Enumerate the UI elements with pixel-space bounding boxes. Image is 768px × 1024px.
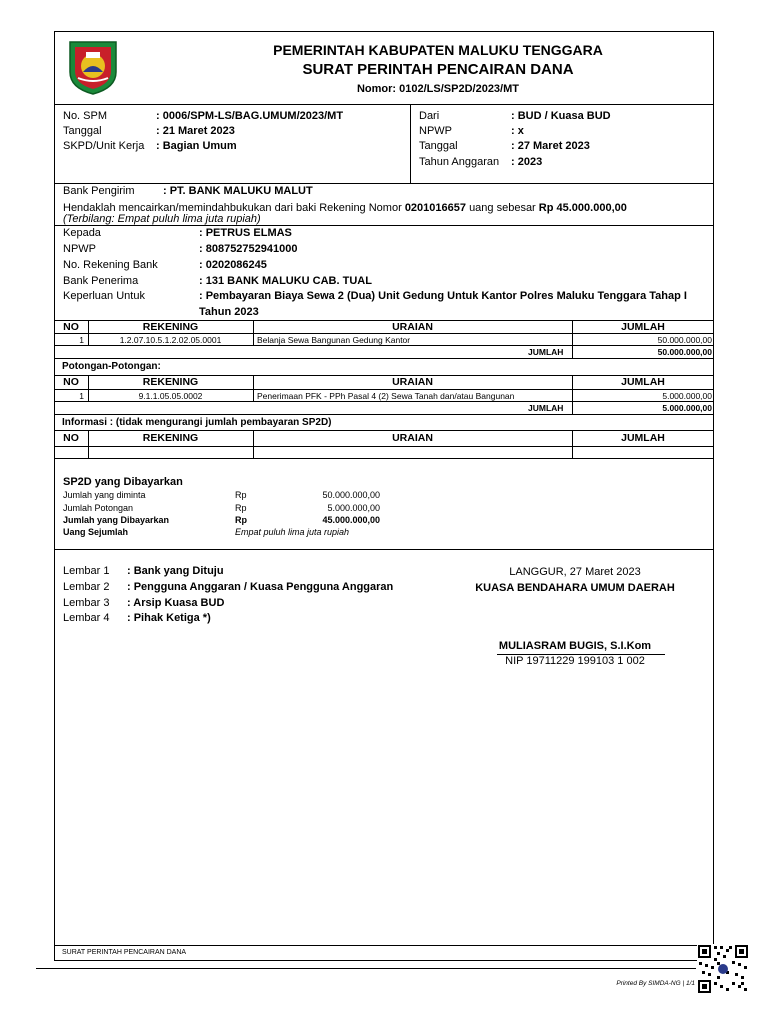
column-divider bbox=[572, 320, 573, 358]
total-value: 5.000.000,00 bbox=[662, 403, 712, 413]
table-border bbox=[54, 458, 714, 459]
document-title: SURAT PERINTAH PENCAIRAN DANA bbox=[302, 61, 574, 78]
column-header-uraian: URAIAN bbox=[392, 321, 433, 333]
copy-label: Lembar 3 bbox=[63, 597, 110, 609]
info-value: : 2023 bbox=[511, 156, 543, 168]
column-header-rekening: REKENING bbox=[142, 432, 199, 444]
document-frame bbox=[54, 31, 714, 961]
signatory-nip: NIP 19711229 199103 1 002 bbox=[505, 655, 645, 667]
amount-in-words-value: Empat puluh lima juta rupiah bbox=[235, 527, 350, 537]
summary-label: Jumlah Potongan bbox=[63, 503, 134, 513]
recipient-value: : 131 BANK MALUKU CAB. TUAL bbox=[199, 275, 372, 287]
amount-in-words: (Terbilang: Empat puluh lima juta rupiah) bbox=[63, 213, 261, 225]
info-value: : 27 Maret 2023 bbox=[511, 140, 590, 152]
total-label: JUMLAH bbox=[528, 347, 564, 357]
signature-role: KUASA BENDAHARA UMUM DAERAH bbox=[475, 582, 675, 594]
column-header-jumlah: JUMLAH bbox=[621, 376, 665, 388]
column-divider bbox=[88, 375, 89, 401]
info-label: SKPD/Unit Kerja bbox=[63, 140, 145, 152]
table-border bbox=[54, 333, 714, 334]
summary-value: 45.000.000,00 bbox=[322, 515, 380, 525]
footer-rule bbox=[36, 968, 696, 969]
cell-jumlah: 50.000.000,00 bbox=[657, 335, 712, 345]
divider bbox=[54, 104, 714, 105]
summary-currency: Rp bbox=[235, 503, 247, 513]
info-value: : Bagian Umum bbox=[156, 140, 237, 152]
column-header-jumlah: JUMLAH bbox=[621, 432, 665, 444]
column-divider bbox=[572, 430, 573, 458]
recipient-value: : 808752752941000 bbox=[199, 243, 298, 255]
column-divider bbox=[572, 375, 573, 414]
table-border bbox=[54, 358, 714, 359]
divider bbox=[54, 549, 714, 550]
recipient-label: No. Rekening Bank bbox=[63, 259, 158, 271]
information-title: Informasi : (tidak mengurangi jumlah pembayaran SP2D) bbox=[62, 417, 332, 428]
summary-label: Jumlah yang Dibayarkan bbox=[63, 515, 170, 525]
column-header-no: NO bbox=[63, 321, 79, 333]
cell-uraian: Penerimaan PFK - PPh Pasal 4 (2) Sewa Tanah dan/atau Bangunan bbox=[257, 391, 515, 401]
footer-document-name: SURAT PERINTAH PENCAIRAN DANA bbox=[62, 949, 187, 956]
copy-recipient: : Pihak Ketiga *) bbox=[127, 612, 211, 624]
recipient-label: NPWP bbox=[63, 243, 96, 255]
recipient-label: Bank Penerima bbox=[63, 275, 139, 287]
cell-uraian: Belanja Sewa Bangunan Gedung Kantor bbox=[257, 335, 411, 345]
qr-code bbox=[697, 944, 749, 994]
signature-place-date: LANGGUR, 27 Maret 2023 bbox=[509, 566, 641, 578]
column-divider bbox=[253, 375, 254, 401]
column-divider bbox=[88, 430, 89, 458]
bank-sender-label: Bank Pengirim bbox=[63, 185, 135, 197]
summary-label: Jumlah yang diminta bbox=[63, 490, 146, 500]
table-border bbox=[54, 414, 714, 415]
summary-currency: Rp bbox=[235, 490, 247, 500]
recipient-value: : Pembayaran Biaya Sewa 2 (Dua) Unit Gedung Untuk Kantor Polres Maluku Tenggara Tahap I bbox=[199, 290, 687, 302]
column-divider bbox=[88, 320, 89, 345]
info-label: NPWP bbox=[419, 125, 452, 137]
column-divider bbox=[253, 320, 254, 345]
copy-label: Lembar 2 bbox=[63, 581, 110, 593]
summary-value: 50.000.000,00 bbox=[322, 490, 380, 500]
copy-recipient: : Pengguna Anggaran / Kuasa Pengguna Anggaran bbox=[127, 581, 394, 593]
info-label: Tanggal bbox=[63, 125, 102, 137]
column-header-no: NO bbox=[63, 432, 79, 444]
total-value: 50.000.000,00 bbox=[657, 347, 712, 357]
cell-no: 1 bbox=[79, 335, 84, 345]
info-label: Tanggal bbox=[419, 140, 458, 152]
cell-jumlah: 5.000.000,00 bbox=[662, 391, 712, 401]
info-value: : x bbox=[511, 125, 524, 137]
deductions-title: Potongan-Potongan: bbox=[62, 361, 161, 372]
transfer-amount: Rp 45.000.000,00 bbox=[538, 202, 627, 214]
table-border bbox=[54, 389, 714, 390]
total-label: JUMLAH bbox=[528, 403, 564, 413]
table-border bbox=[54, 446, 714, 447]
regency-logo bbox=[64, 38, 122, 96]
divider bbox=[54, 183, 714, 184]
info-value: : 0006/SPM-LS/BAG.UMUM/2023/MT bbox=[156, 110, 344, 122]
info-value: : 21 Maret 2023 bbox=[156, 125, 235, 137]
recipient-value: : 0202086245 bbox=[199, 259, 267, 271]
signatory-name: MULIASRAM BUGIS, S.I.Kom bbox=[498, 640, 652, 652]
table-border bbox=[54, 430, 714, 431]
info-label: Dari bbox=[419, 110, 440, 122]
recipient-label: Keperluan Untuk bbox=[63, 290, 145, 302]
recipient-label: Kepada bbox=[63, 227, 101, 239]
summary-currency: Rp bbox=[235, 515, 247, 525]
summary-title: SP2D yang Dibayarkan bbox=[63, 476, 183, 488]
amount-in-words-label: Uang Sejumlah bbox=[63, 527, 129, 537]
printed-by: Printed By SIMDA-NG | 1/1 bbox=[616, 980, 695, 987]
cell-rekening: 9.1.1.05.05.0002 bbox=[138, 391, 203, 401]
copy-label: Lembar 1 bbox=[63, 565, 110, 577]
table-border bbox=[54, 401, 714, 402]
divider bbox=[410, 104, 411, 183]
bank-sender-value: : PT. BANK MALUKU MALUT bbox=[163, 185, 313, 197]
info-value: : BUD / Kuasa BUD bbox=[511, 110, 611, 122]
recipient-value-continued: Tahun 2023 bbox=[199, 306, 259, 318]
copy-recipient: : Bank yang Dituju bbox=[127, 565, 224, 577]
instruction-text: Hendaklah mencairkan/memindahbukukan dari baki Rekening Nomor bbox=[63, 202, 402, 214]
column-header-rekening: REKENING bbox=[142, 376, 199, 388]
recipient-value: : PETRUS ELMAS bbox=[199, 227, 292, 239]
column-header-rekening: REKENING bbox=[142, 321, 199, 333]
info-label: No. SPM bbox=[63, 110, 108, 122]
copy-recipient: : Arsip Kuasa BUD bbox=[127, 597, 225, 609]
column-divider bbox=[253, 430, 254, 458]
instruction-text: uang sebesar bbox=[469, 202, 536, 214]
column-header-uraian: URAIAN bbox=[392, 432, 433, 444]
cell-rekening: 1.2.07.10.5.1.2.02.05.0001 bbox=[119, 335, 222, 345]
table-border bbox=[54, 345, 714, 346]
government-title: PEMERINTAH KABUPATEN MALUKU TENGGARA bbox=[273, 42, 603, 58]
column-header-no: NO bbox=[63, 376, 79, 388]
cell-no: 1 bbox=[79, 391, 84, 401]
document-number: Nomor: 0102/LS/SP2D/2023/MT bbox=[356, 83, 519, 95]
column-header-uraian: URAIAN bbox=[392, 376, 433, 388]
divider bbox=[54, 945, 714, 946]
copy-label: Lembar 4 bbox=[63, 612, 110, 624]
info-label: Tahun Anggaran bbox=[419, 156, 500, 168]
source-account-number: 0201016657 bbox=[404, 202, 466, 214]
column-header-jumlah: JUMLAH bbox=[621, 321, 665, 333]
divider bbox=[54, 225, 714, 226]
summary-value: 5.000.000,00 bbox=[327, 503, 380, 513]
